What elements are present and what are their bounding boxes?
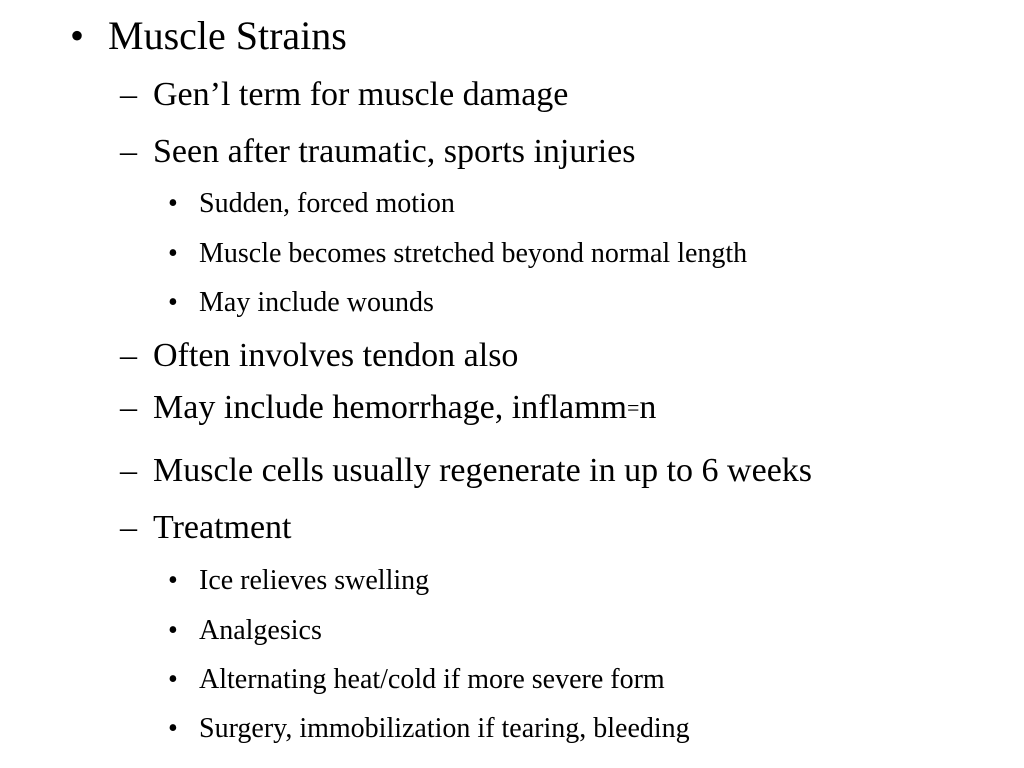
bullet-marker: • <box>168 565 178 596</box>
dash-marker: – <box>120 76 137 113</box>
detail-text: Sudden, forced motion <box>199 188 455 219</box>
bullet-marker: • <box>168 188 178 219</box>
subpoint-text: Treatment <box>153 509 292 546</box>
dash-marker: – <box>120 509 137 546</box>
detail-stretched <box>168 240 747 268</box>
subpoint-text: Seen after traumatic, sports injuries <box>153 133 636 170</box>
dash-marker: – <box>120 452 137 489</box>
detail-heat-cold <box>168 666 665 694</box>
bullet-marker: • <box>168 615 178 646</box>
subpoint-text: Muscle cells usually regenerate in up to 6 weeks <box>153 452 813 489</box>
detail-text: Surgery, immobilization if tearing, bleeding <box>199 713 690 744</box>
dash-marker: – <box>120 133 137 170</box>
detail-wounds <box>168 289 434 317</box>
bullet-marker: • <box>168 238 178 269</box>
detail-sudden-motion <box>168 190 455 218</box>
subpoint-text: Gen’l term for muscle damage <box>153 76 569 113</box>
slide-heading <box>70 13 347 58</box>
subpoint-text-end: n <box>639 389 657 426</box>
subpoint-treatment <box>120 511 292 545</box>
detail-ice <box>168 567 429 595</box>
detail-text: Analgesics <box>199 615 322 646</box>
detail-text: Alternating heat/cold if more severe form <box>199 664 665 695</box>
bullet-marker: • <box>168 664 178 695</box>
subpoint-seen-after <box>120 135 635 169</box>
dash-marker: – <box>120 389 137 426</box>
slide-heading-text: Muscle Strains <box>108 13 347 58</box>
subpoint-regenerate <box>120 454 812 488</box>
subpoint-general-term <box>120 78 568 112</box>
detail-text: May include wounds <box>199 287 434 318</box>
dash-marker: – <box>120 337 137 374</box>
detail-text: Ice relieves swelling <box>199 565 430 596</box>
subpoint-tendon <box>120 339 518 373</box>
bullet-marker: • <box>168 713 178 744</box>
detail-surgery <box>168 715 690 743</box>
bullet-marker: • <box>70 13 85 58</box>
bullet-marker: • <box>168 287 178 318</box>
detail-text: Muscle becomes stretched beyond normal length <box>199 238 748 269</box>
subpoint-hemorrhage <box>120 391 656 425</box>
detail-analgesics <box>168 617 322 645</box>
subpoint-text: Often involves tendon also <box>153 337 519 374</box>
subpoint-text: May include hemorrhage, inflamm <box>153 389 627 426</box>
equals-symbol: = <box>626 395 640 420</box>
